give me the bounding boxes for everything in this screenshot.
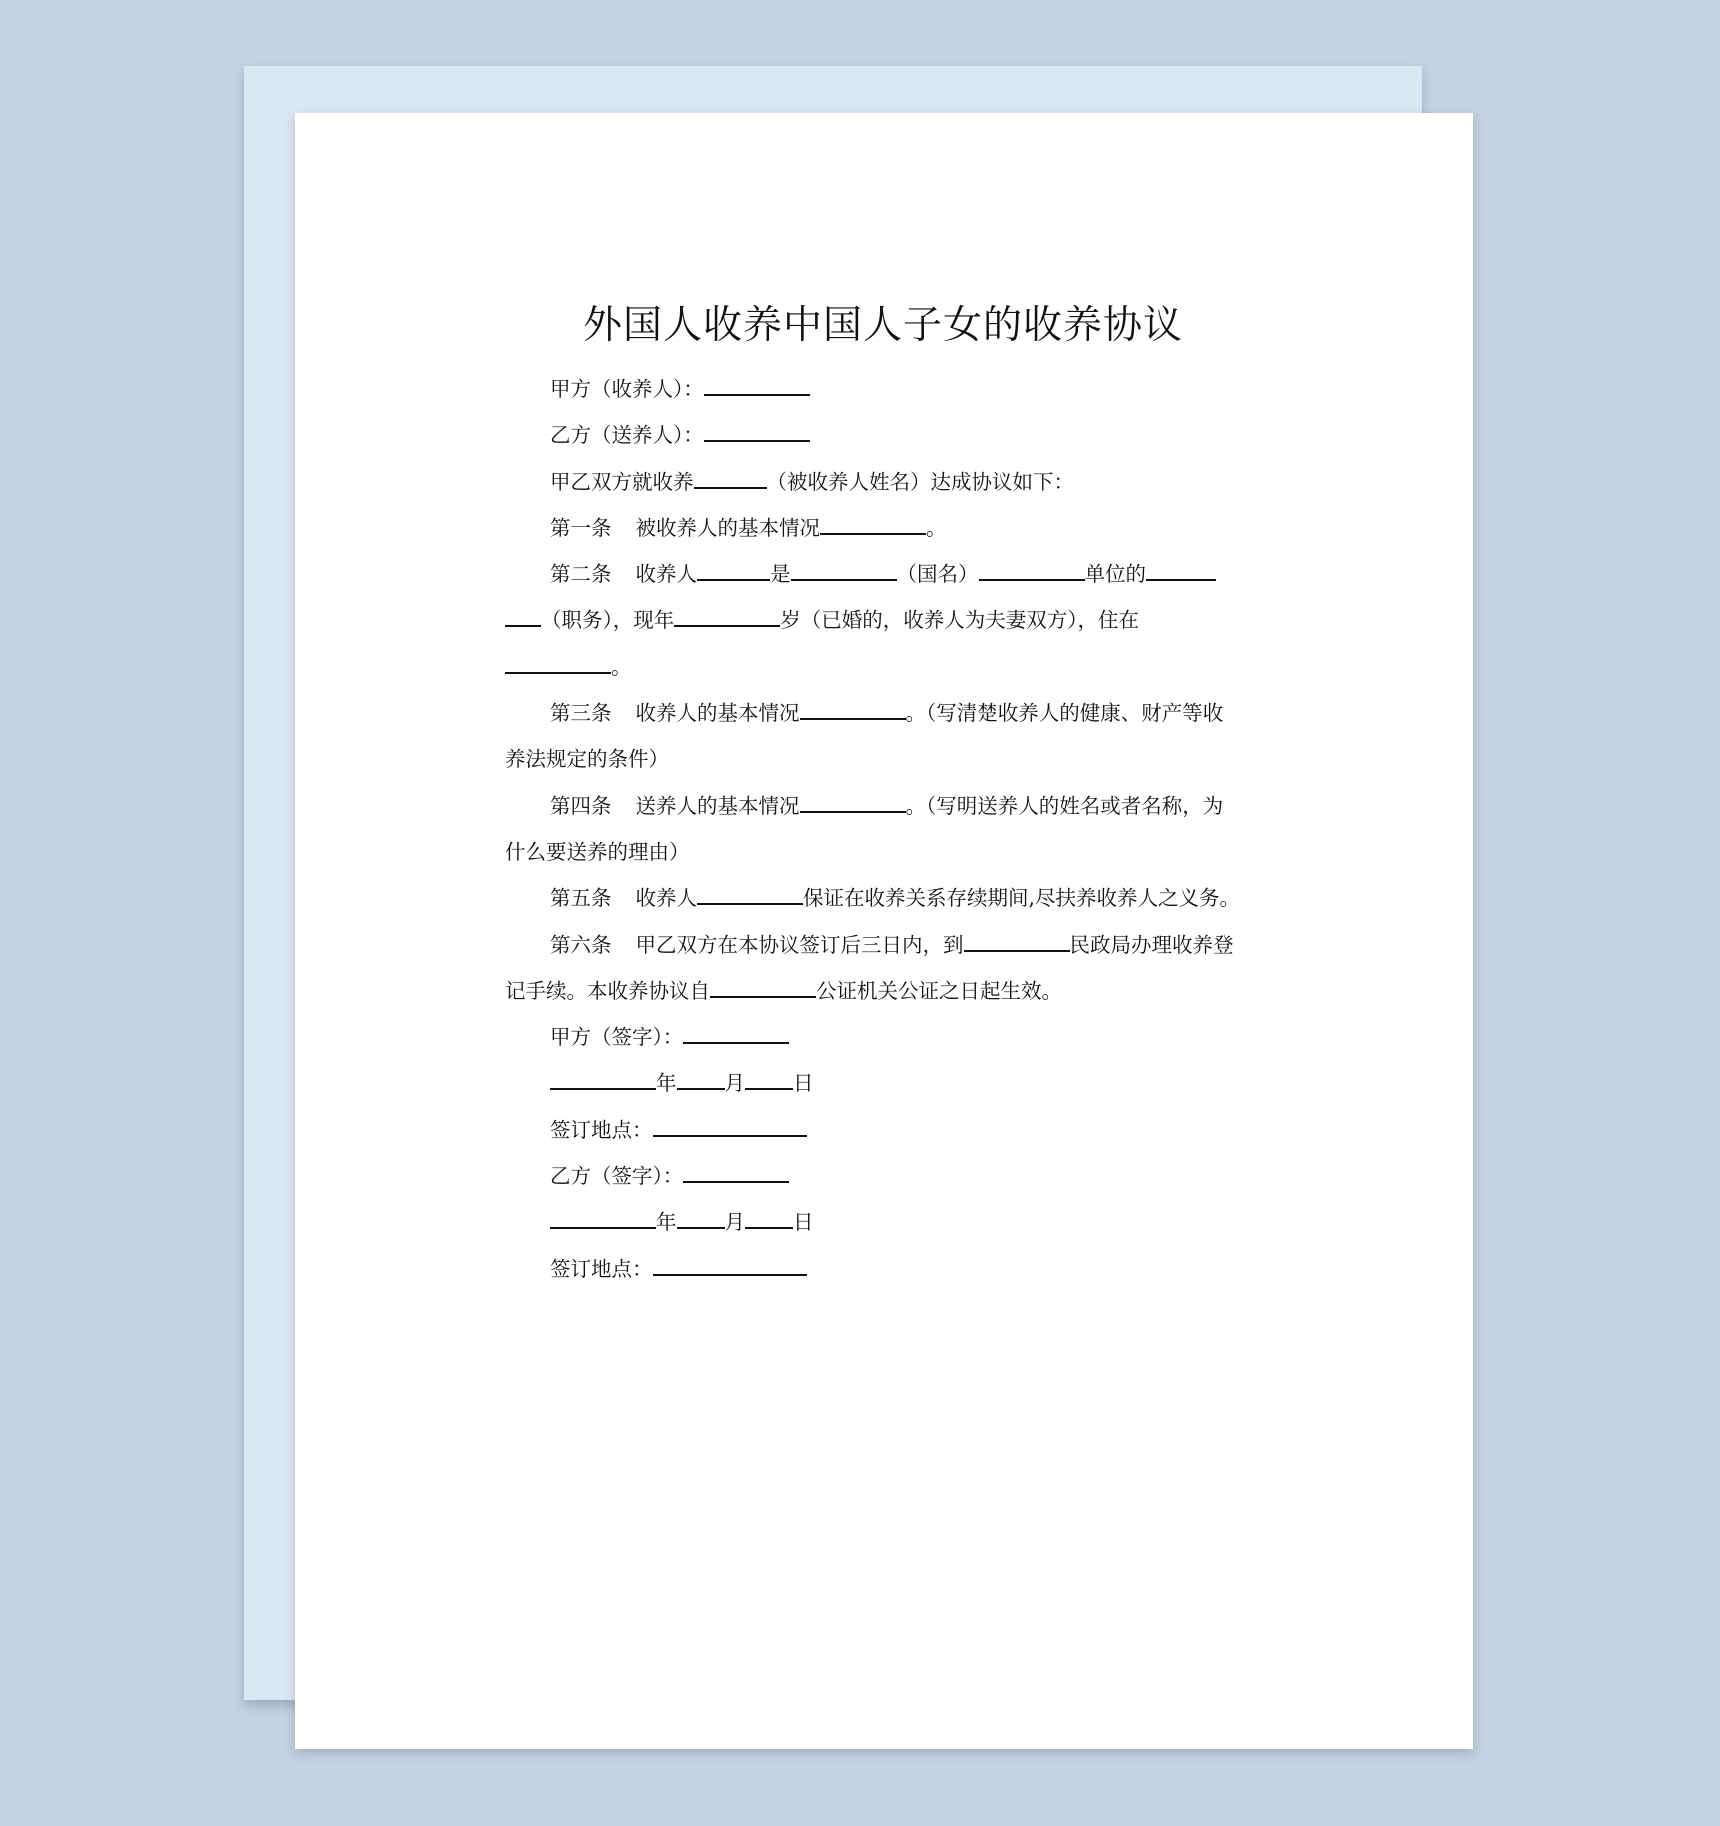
article-2-cont (505, 597, 1261, 643)
article-4-cont (505, 829, 1261, 875)
article-text: 民政局办理收养登 (1069, 932, 1234, 957)
article-4 (505, 783, 1261, 829)
sign-b-line (505, 1153, 1261, 1199)
date-b-line (505, 1199, 1261, 1245)
article-text: 单位的 (1084, 562, 1146, 587)
sign-a-label: 甲方（签字）： (550, 1025, 684, 1050)
month-field[interactable] (677, 1209, 725, 1229)
month-label: 月 (724, 1071, 745, 1096)
year-field[interactable] (550, 1209, 656, 1229)
signature-field[interactable] (683, 1163, 789, 1183)
article-6 (505, 922, 1261, 968)
article-number: 第五条 (550, 886, 612, 911)
article-text: 收养人的基本情况 (635, 701, 800, 726)
place-a-line (505, 1107, 1261, 1153)
article-number: 第四条 (550, 793, 612, 818)
day-label: 日 (793, 1071, 814, 1096)
article-2-end (505, 644, 1261, 690)
article-text: 保证在收养关系存续期间,尽扶养收养人之义务。 (803, 886, 1241, 911)
blank-field[interactable] (697, 885, 803, 905)
signature-field[interactable] (683, 1024, 789, 1044)
article-text: 公证机关公证之日起生效。 (816, 978, 1062, 1003)
article-text: 甲乙双方在本协议签订后三日内，到 (635, 932, 964, 957)
document-title: 外国人收养中国人子女的收养协议 (582, 303, 1183, 348)
article-number: 第六条 (550, 932, 612, 957)
blank-field[interactable] (964, 932, 1070, 952)
day-label: 日 (793, 1210, 814, 1235)
blank-field[interactable] (1146, 561, 1216, 581)
blank-field[interactable] (674, 607, 780, 627)
blank-field[interactable] (697, 561, 770, 581)
blank-field[interactable] (710, 978, 816, 998)
month-field[interactable] (677, 1070, 725, 1090)
article-text: 是 (770, 562, 791, 587)
place-label: 签订地点： (550, 1256, 653, 1281)
article-text: 。（写明送养人的姓名或者名称，为 (905, 793, 1224, 818)
intro-text: 甲乙双方就收养 (550, 469, 694, 494)
article-1 (505, 505, 1261, 551)
article-number: 第二条 (550, 562, 612, 587)
blank-field[interactable] (979, 561, 1085, 581)
article-number: 第三条 (550, 701, 612, 726)
day-field[interactable] (745, 1209, 793, 1229)
place-b-line (505, 1246, 1261, 1292)
article-text: 收养人 (635, 562, 697, 587)
blank-field[interactable] (791, 561, 897, 581)
year-field[interactable] (550, 1070, 656, 1090)
blank-field[interactable] (505, 654, 611, 674)
article-text: 。（写清楚收养人的健康、财产等收 (905, 701, 1224, 726)
document-body (505, 290, 1261, 1292)
article-2 (505, 551, 1261, 597)
intro-line (505, 459, 1261, 505)
article-end: 。 (926, 515, 947, 540)
article-number: 第一条 (550, 515, 612, 540)
article-end: 。 (611, 654, 632, 679)
party-b-line (505, 412, 1261, 458)
day-field[interactable] (745, 1070, 793, 1090)
article-3 (505, 690, 1261, 736)
article-text: 养法规定的条件） (505, 747, 669, 772)
blank-field[interactable] (800, 793, 906, 813)
article-text: 什么要送养的理由） (505, 839, 690, 864)
place-field[interactable] (653, 1256, 807, 1276)
article-text: （职务），现年 (541, 608, 675, 633)
intro-text-end: （被收养人姓名）达成协议如下： (766, 469, 1074, 494)
blank-field[interactable] (505, 607, 541, 627)
place-field[interactable] (653, 1117, 807, 1137)
party-b-label: 乙方（送养人）： (550, 423, 704, 448)
article-text: 送养人的基本情况 (635, 793, 800, 818)
year-label: 年 (656, 1210, 677, 1235)
article-3-cont (505, 736, 1261, 782)
party-a-line (505, 366, 1261, 412)
article-5 (505, 875, 1261, 921)
blank-field[interactable] (704, 422, 810, 442)
article-6-cont (505, 968, 1261, 1014)
article-text: 岁（已婚的，收养人为夫妻双方），住在 (780, 608, 1139, 633)
article-text: 被收养人的基本情况 (635, 515, 820, 540)
blank-field[interactable] (704, 376, 810, 396)
sign-b-label: 乙方（签字）： (550, 1164, 684, 1189)
blank-field[interactable] (820, 515, 926, 535)
month-label: 月 (724, 1210, 745, 1235)
date-a-line (505, 1060, 1261, 1106)
sign-a-line (505, 1014, 1261, 1060)
blank-field[interactable] (800, 700, 906, 720)
article-text: （国名） (896, 562, 979, 587)
year-label: 年 (656, 1071, 677, 1096)
article-text: 记手续。本收养协议自 (505, 978, 710, 1003)
blank-field[interactable] (694, 469, 767, 489)
article-text: 收养人 (635, 886, 697, 911)
place-label: 签订地点： (550, 1117, 653, 1142)
party-a-label: 甲方（收养人）： (550, 377, 704, 401)
